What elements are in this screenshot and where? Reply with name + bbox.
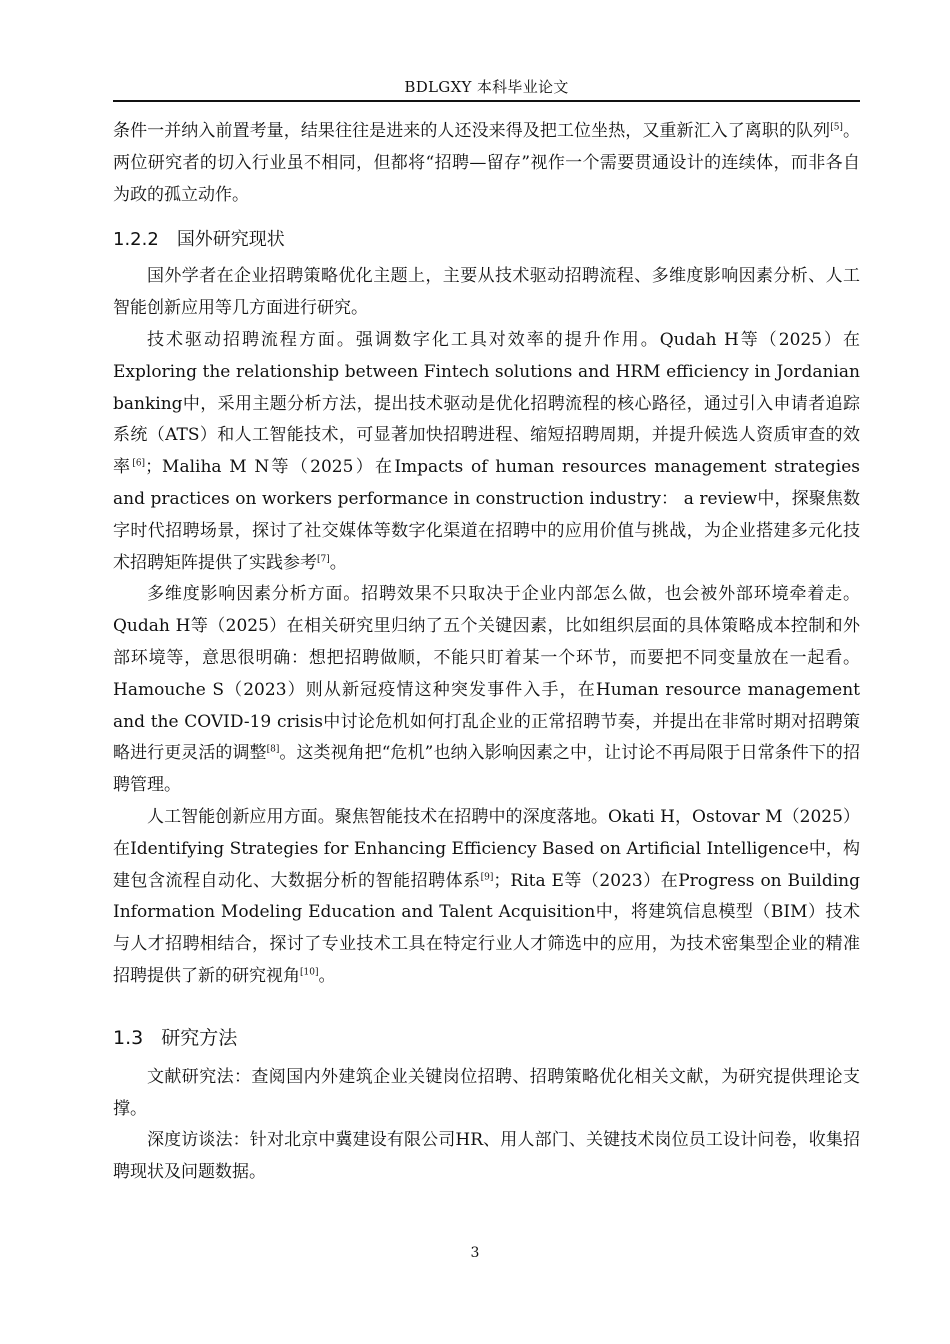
paragraph-multi-factor bbox=[113, 579, 860, 802]
section-number: 1.2.2 bbox=[113, 229, 159, 251]
paragraph-text: 。 bbox=[318, 965, 336, 986]
citation-ref: [7] bbox=[317, 553, 330, 564]
citation-ref: [6] bbox=[132, 458, 146, 469]
header-rule bbox=[113, 100, 860, 102]
section-title: 国外研究现状 bbox=[176, 229, 285, 251]
citation-ref: [8] bbox=[266, 744, 280, 755]
paragraph-text: ；Maliha M N等（2025）在Impacts of human resources management strategies and practices on workers performance in construction industry： a review中，探聚焦数字时代招聘场景，探讨了社交媒体等数字化渠道在招聘中的应用价值与挑战，为企业搭建多元化技术招聘矩阵提供了实践参考 bbox=[113, 457, 861, 573]
paragraph-interview-method: 深度访谈法：针对北京中冀建设有限公司HR、用人部门、关键技术岗位员工设计问卷，收集招聘现状及问题数据。 bbox=[113, 1130, 860, 1183]
section-heading-1-3 bbox=[113, 1023, 860, 1050]
page-body bbox=[113, 116, 860, 1189]
section-title: 研究方法 bbox=[161, 1026, 238, 1049]
citation-ref: [5] bbox=[830, 122, 843, 133]
citation-ref: [9] bbox=[480, 871, 494, 882]
paragraph-intro: 国外学者在企业招聘策略优化主题上，主要从技术驱动招聘流程、多维度影响因素分析、人工智能创新应用等几方面进行研究。 bbox=[113, 266, 860, 319]
citation-ref: [10] bbox=[300, 967, 319, 978]
section-number: 1.3 bbox=[113, 1026, 144, 1049]
paragraph-literature-method: 文献研究法：查阅国内外建筑企业关键岗位招聘、招聘策略优化相关文献，为研究提供理论支撑。 bbox=[113, 1066, 860, 1119]
paragraph-text: 。两位研究者的切入行业虽不相同，但都将“招聘—留存”视作一个需要贯通设计的连续体，而非各自为政的孤立动作。 bbox=[113, 121, 861, 205]
paragraph-text: 。这类视角把“危机”也纳入影响因素之中，让讨论不再局限于日常条件下的招聘管理。 bbox=[113, 743, 860, 796]
page-number: 3 bbox=[470, 1245, 480, 1261]
paragraph-text: 。 bbox=[329, 552, 347, 573]
paragraph-tech-driven bbox=[113, 325, 860, 579]
section-heading-1-2-2 bbox=[113, 225, 860, 251]
running-header: BDLGXY 本科毕业论文 bbox=[404, 78, 569, 96]
paragraph-text: ；Rita E等（2023）在Progress on Building Information Modeling Education and Talent Acquisition中，将建筑信息模型（BIM）技术与人才招聘相结合，探讨了专业技术工具在特定行业人才筛选中的应用，为技术密集型企业的精准招聘提供了新的研究视角 bbox=[113, 870, 861, 986]
paragraph-continuation bbox=[113, 116, 860, 211]
paragraph-text: 人工智能创新应用方面。聚焦智能技术在招聘中的深度落地。Okati H，Ostovar M（2025）在Identifying Strategies for Enhancing Efficiency Based on Artificial Intelligence中，构建包含流程自动化、大数据分析的智能招聘体系 bbox=[113, 806, 860, 891]
paragraph-text: 多维度影响因素分析方面。招聘效果不只取决于企业内部怎么做，也会被外部环境牵着走。Qudah H等（2025）在相关研究里归纳了五个关键因素，比如组织层面的具体策略成本控制和外部环境等，意思很明确：想把招聘做顺，不能只盯着某一个环节，而要把不同变量放在一起看。Hamouche S（2023）则从新冠疫情这种突发事件入手，在Human resource management and the COVID-19 crisis中讨论危机如何打乱企业的正常招聘节奏，并提出在非常时期对招聘策略进行更灵活的调整 bbox=[113, 584, 860, 764]
paragraph-text: 技术驱动招聘流程方面。强调数字化工具对效率的提升作用。Qudah H等（2025）在Exploring the relationship between Fintech solutions and HRM efficiency in Jordanian banking中，采用主题分析方法，提出技术驱动是优化招聘流程的核心路径，通过引入申请者追踪系统（ATS）和人工智能技术，可显著加快招聘进程、缩短招聘周期，并提升候选人资质审查的效率 bbox=[113, 329, 860, 478]
paragraph-ai-application bbox=[113, 802, 860, 993]
paragraph-text: 条件一并纳入前置考量，结果往往是进来的人还没来得及把工位坐热，又重新汇入了离职的队列 bbox=[113, 121, 831, 141]
